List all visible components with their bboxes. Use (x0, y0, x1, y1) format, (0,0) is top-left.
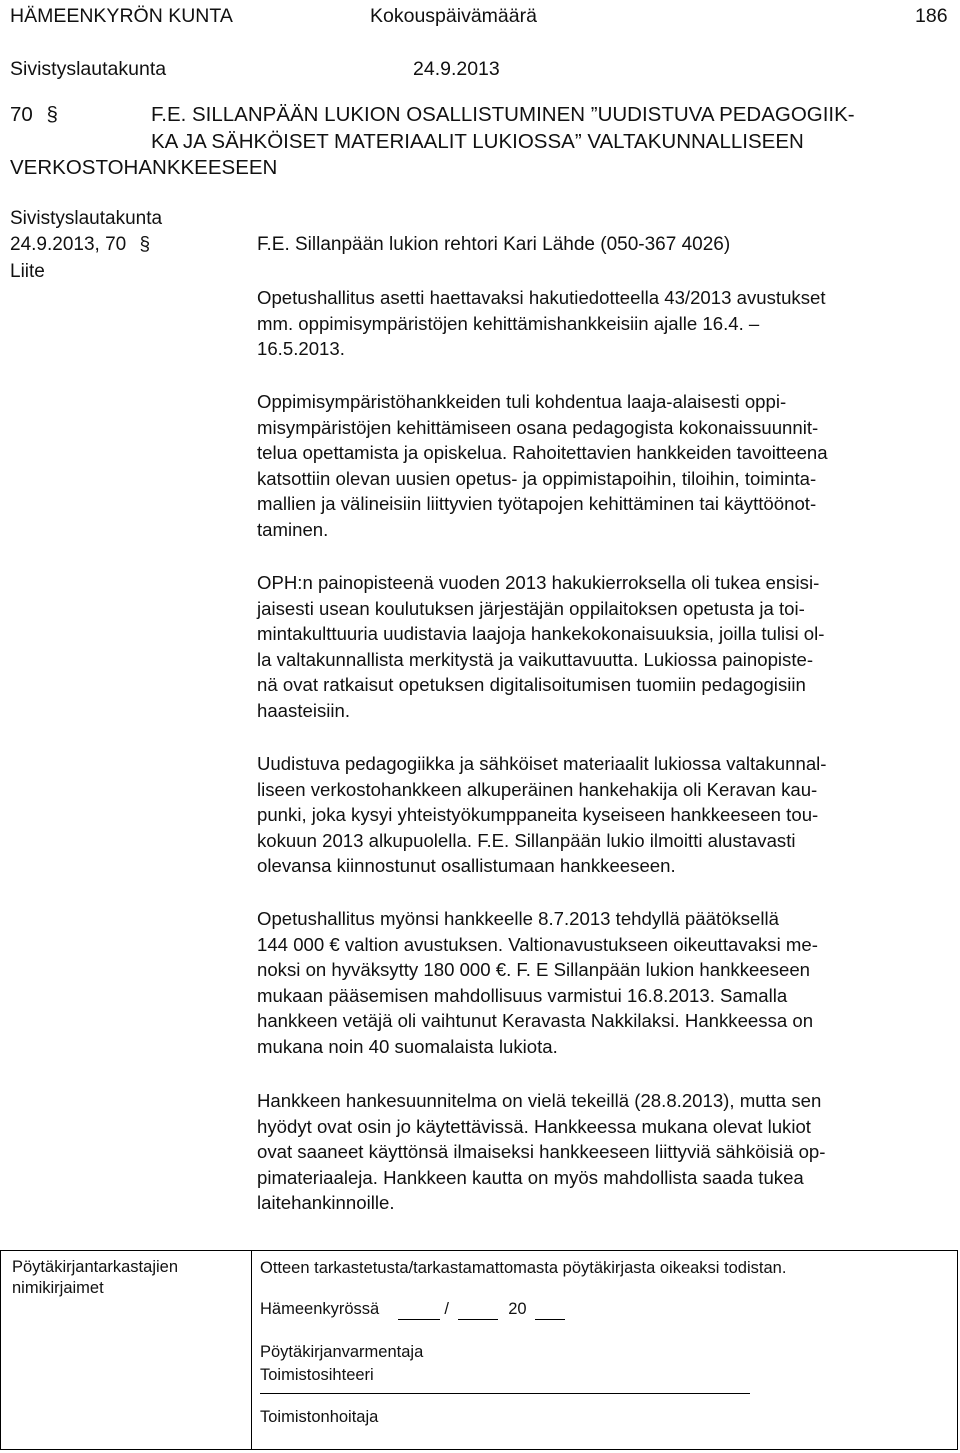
reviewer-initials-label (12, 1257, 178, 1299)
date-slash: / (444, 1300, 449, 1318)
meta-committee: Sivistyslautakunta (10, 208, 163, 229)
paragraph-line: taminen. (257, 518, 329, 540)
paragraph-line: Opetushallitus asetti haettavaksi hakutiedotteella 43/2013 avustukset (257, 287, 826, 308)
paragraph (257, 570, 824, 723)
year-blank[interactable] (535, 1302, 565, 1320)
paragraph-line: haasteisiin. (257, 699, 351, 721)
paragraph-line: jaisesti usean koulutuksen järjestäjän oppilaitoksen opetusta ja toi- (257, 597, 805, 619)
paragraph-line: katsottiin olevan uusien opetus- ja oppimistapoihin, tiloihin, toiminta- (257, 467, 817, 489)
paragraph-line: la valtakunnallista merkitystä ja vaikuttavuutta. Lukiossa painopiste- (257, 648, 814, 670)
paragraph-line: nä ovat ratkaisut opetuksen digitalisoitumisen tuomiin pedagogisiin (257, 674, 806, 695)
paragraph (257, 1088, 825, 1216)
paragraph-line: ovat saaneet käyttönsä ilmaiseksi hankkeeseen liittyviä sähköisiä op- (257, 1141, 826, 1162)
section-title-line: VERKOSTOHANKKEESEEN (10, 156, 278, 179)
signature-line (260, 1393, 750, 1394)
header-meeting-date: 24.9.2013 (413, 58, 500, 80)
day-blank[interactable] (398, 1302, 440, 1320)
verifier-label: Pöytäkirjanvarmentaja (260, 1343, 424, 1361)
section-title (151, 102, 855, 155)
paragraph-line: mm. oppimisympäristöjen kehittämishankkeisiin ajalle 16.4. – (257, 312, 760, 334)
paragraph-line: Oppimisympäristöhankkeiden tuli kohdentua laaja-alaisesti oppi- (257, 391, 787, 412)
paragraph-line: OPH:n painopisteenä vuoden 2013 hakukierroksella oli tukea ensisi- (257, 572, 820, 593)
meta-reference (10, 232, 150, 258)
paragraph-line: telua opettamista ja opiskelua. Rahoitettavien hankkeiden tavoitteena (257, 442, 828, 463)
paragraph-line: olevansa kiinnostunut osallistumaan hankkeeseen. (257, 855, 676, 876)
place-date-line (260, 1299, 565, 1320)
reviewer-initials-line: Pöytäkirjantarkastajien (12, 1258, 178, 1276)
paragraph (257, 751, 827, 879)
contact-person: F.E. Sillanpään lukion rehtori Kari Lähde (050-367 4026) (257, 234, 731, 255)
paragraph-line: 16.5.2013. (257, 338, 345, 359)
paragraph-line: pimateriaaleja. Hankkeen kautta on myös mahdollista saada tukea (257, 1166, 804, 1188)
page-number: 186 (915, 5, 948, 27)
signature-box (0, 1250, 958, 1450)
section-title-line: F.E. SILLANPÄÄN LUKION OSALLISTUMINEN ”UUDISTUVA PEDAGOGIIK- (151, 103, 855, 126)
signature-box-divider (251, 1251, 252, 1449)
meta-reference-value: 24.9.2013, 70 (10, 234, 127, 255)
section-title-line: KA JA SÄHKÖISET MATERIAALIT LUKIOSSA” VALTAKUNNALLISEEN (151, 129, 804, 153)
paragraph-line: hankkeen vetäjä oli vaihtunut Keravasta Nakkilaksi. Hankkeessa on (257, 1010, 814, 1031)
year-prefix: 20 (508, 1300, 527, 1318)
paragraph-line: punki, joka kysyi yhteistyökumppaneita kyseiseen hankkeeseen tou- (257, 804, 819, 825)
section-number-value: 70 (10, 103, 33, 126)
meta-section-sign: § (139, 234, 151, 255)
paragraph-line: misympäristöjen kehittämiseen osana pedagogista kokonaissuunnit- (257, 416, 819, 438)
attachment-label: Liite (10, 261, 45, 282)
paragraph (257, 285, 826, 362)
paragraph-line: 144 000 € valtion avustuksen. Valtionavustukseen oikeuttavaksi me- (257, 933, 818, 955)
section-sign: § (46, 103, 58, 126)
paragraph (257, 906, 818, 1059)
paragraph-line: mallien ja välineisiin liittyvien työtapojen kehittäminen tai käyttöönot- (257, 493, 817, 514)
paragraph (257, 389, 828, 542)
date-label: Kokouspäivämäärä (370, 5, 537, 27)
paragraph-line: liseen verkostohankkeen alkuperäinen hankehakija oli Keravan kau- (257, 778, 818, 800)
paragraph-line: Opetushallitus myönsi hankkeelle 8.7.2013 tehdyllä päätöksellä (257, 908, 779, 929)
month-blank[interactable] (458, 1302, 498, 1320)
municipality-name: HÄMEENKYRÖN KUNTA (10, 5, 233, 27)
header-committee: Sivistyslautakunta (10, 58, 167, 80)
paragraph-line: kokuun 2013 alkupuolella. F.E. Sillanpään lukio ilmoitti alustavasti (257, 829, 796, 851)
reviewer-initials-line: nimikirjaimet (12, 1279, 104, 1297)
secretary-label: Toimistosihteeri (260, 1366, 374, 1384)
paragraph-line: hyödyt ovat osin jo käytettävissä. Hankkeessa mukana olevat lukiot (257, 1115, 811, 1137)
paragraph-line: mukana noin 40 suomalaista lukiota. (257, 1035, 558, 1057)
paragraph-line: mukaan pääsemisen mahdollisuus varmistui 16.8.2013. Samalla (257, 984, 788, 1006)
paragraph-line: mintakulttuuria uudistavia laajoja hankekokonaisuuksia, joilla tulisi ol- (257, 623, 825, 644)
place-label: Hämeenkyrössä (260, 1300, 380, 1318)
section-number (10, 102, 58, 129)
paragraph-line: laitehankinnoille. (257, 1192, 395, 1213)
manager-label: Toimistonhoitaja (260, 1408, 379, 1426)
certification-text: Otteen tarkastetusta/tarkastamattomasta pöytäkirjasta oikeaksi todistan. (260, 1259, 787, 1277)
paragraph-line: Uudistuva pedagogiikka ja sähköiset materiaalit lukiossa valtakunnal- (257, 753, 827, 774)
paragraph-line: Hankkeen hankesuunnitelma on vielä tekeillä (28.8.2013), mutta sen (257, 1090, 822, 1111)
paragraph-line: noksi on hyväksytty 180 000 €. F. E Sillanpään lukion hankkeeseen (257, 959, 810, 980)
